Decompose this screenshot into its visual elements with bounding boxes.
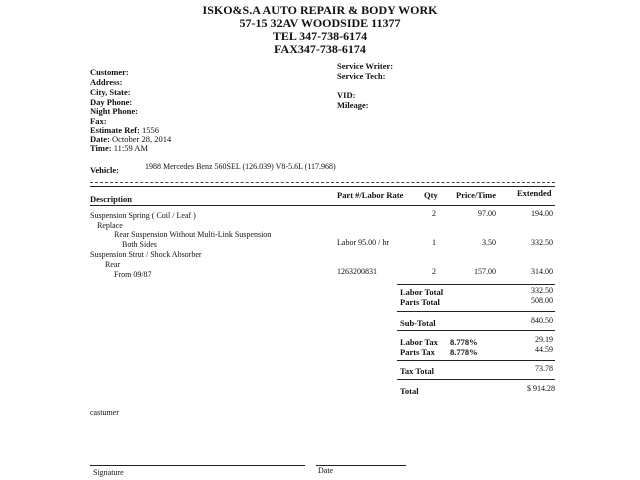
vehicle-label: Vehicle: [90, 165, 119, 175]
row-7-price: 157.00 [474, 267, 496, 276]
table-top-rule [90, 182, 555, 183]
fax-label: Fax: [90, 116, 107, 126]
labor-tax-label: Labor Tax [400, 337, 438, 347]
labor-tax-rate: 8.778% [450, 337, 478, 347]
row-4-part: Labor 95.00 / hr [337, 238, 389, 247]
subtotal-label: Sub-Total [400, 318, 436, 328]
estimate-ref-value: 1556 [141, 125, 159, 135]
row-4-extended: 332.50 [531, 238, 553, 247]
col-part-labor-rate: Part #/Labor Rate [337, 190, 404, 200]
table-top-rule-2 [90, 186, 555, 187]
row-3-desc: Rear Suspension Without Multi-Link Suspension [114, 230, 272, 239]
shop-address: 57-15 32AV WOODSIDE 11377 [239, 16, 401, 30]
row-4-qty: 1 [432, 238, 436, 247]
col-description: Description [90, 194, 133, 204]
row-4-desc: Both Sides [122, 240, 157, 249]
parts-tax-rate: 8.778% [450, 347, 478, 357]
customer-label: Customer: [90, 67, 129, 77]
total-value: $ 914.28 [527, 384, 555, 393]
time-label: Time: [90, 143, 112, 153]
estimate-ref-label: Estimate Ref: [90, 125, 140, 135]
parts-tax-label: Parts Tax [400, 347, 435, 357]
subtotal-rule [397, 311, 555, 312]
vehicle-value: 1988 Mercedes Benz 560SEL (126.039) V8-5.6L (117.968) [145, 162, 336, 171]
row-6-desc: Rear [105, 260, 121, 269]
totals-top-rule [397, 284, 555, 285]
parts-total-label: Parts Total [400, 297, 440, 307]
tax-total-value: 73.78 [535, 364, 553, 373]
col-qty: Qty [424, 190, 438, 200]
night-phone-label: Night Phone: [90, 106, 138, 116]
row-7-qty: 2 [432, 267, 436, 276]
labor-total-value: 332.50 [531, 286, 553, 295]
tax-total-rule [397, 360, 555, 361]
total-label: Total [400, 386, 419, 396]
customer-note: castumer [90, 408, 119, 417]
col-price-time: Price/Time [456, 190, 496, 200]
labor-tax-value: 29.19 [535, 335, 553, 344]
parts-total-value: 508.00 [531, 296, 553, 305]
date-label: Date: [90, 134, 110, 144]
row-7-desc: From 09/87 [114, 270, 152, 279]
address-label: Address: [90, 77, 123, 87]
city-state-label: City, State: [90, 87, 131, 97]
parts-tax-value: 44.59 [535, 345, 553, 354]
shop-fax: FAX347-738-6174 [274, 42, 366, 56]
row-7-part: 1263200831 [337, 267, 377, 276]
time-value: 11:59 AM [113, 143, 149, 153]
tax-total-label: Tax Total [400, 366, 434, 376]
row-4-price: 3.50 [482, 238, 496, 247]
subtotal-value: 840.50 [531, 316, 553, 325]
labor-total-label: Labor Total [400, 287, 444, 297]
tax-top-rule [397, 330, 555, 331]
footer-date-label: Date [318, 466, 334, 475]
row-1-price: 97.00 [478, 209, 496, 218]
service-tech-label: Service Tech: [337, 71, 386, 81]
signature-line [90, 465, 305, 466]
row-1-qty: 2 [432, 209, 436, 218]
row-2-desc: Replace [97, 221, 123, 230]
row-7-extended: 314.00 [531, 267, 553, 276]
date-value: October 28, 2014 [111, 134, 172, 144]
row-5-desc: Suspension Strut / Shock Absorber [90, 250, 202, 259]
shop-name: ISKO&S.A AUTO REPAIR & BODY WORK [202, 3, 438, 17]
day-phone-label: Day Phone: [90, 97, 133, 107]
mileage-label: Mileage: [337, 100, 369, 110]
shop-tel: TEL 347-738-6174 [272, 29, 368, 43]
col-extended: Extended [517, 188, 552, 198]
signature-label: Signature [93, 468, 124, 477]
row-1-extended: 194.00 [531, 209, 553, 218]
estimate-time [90, 144, 148, 153]
service-writer-label: Service Writer: [337, 61, 394, 71]
table-header-rule [90, 205, 555, 206]
row-1-desc: Suspension Spring ( Coil / Leaf ) [90, 211, 196, 220]
total-rule [397, 379, 555, 380]
vid-label: VID: [337, 90, 356, 100]
